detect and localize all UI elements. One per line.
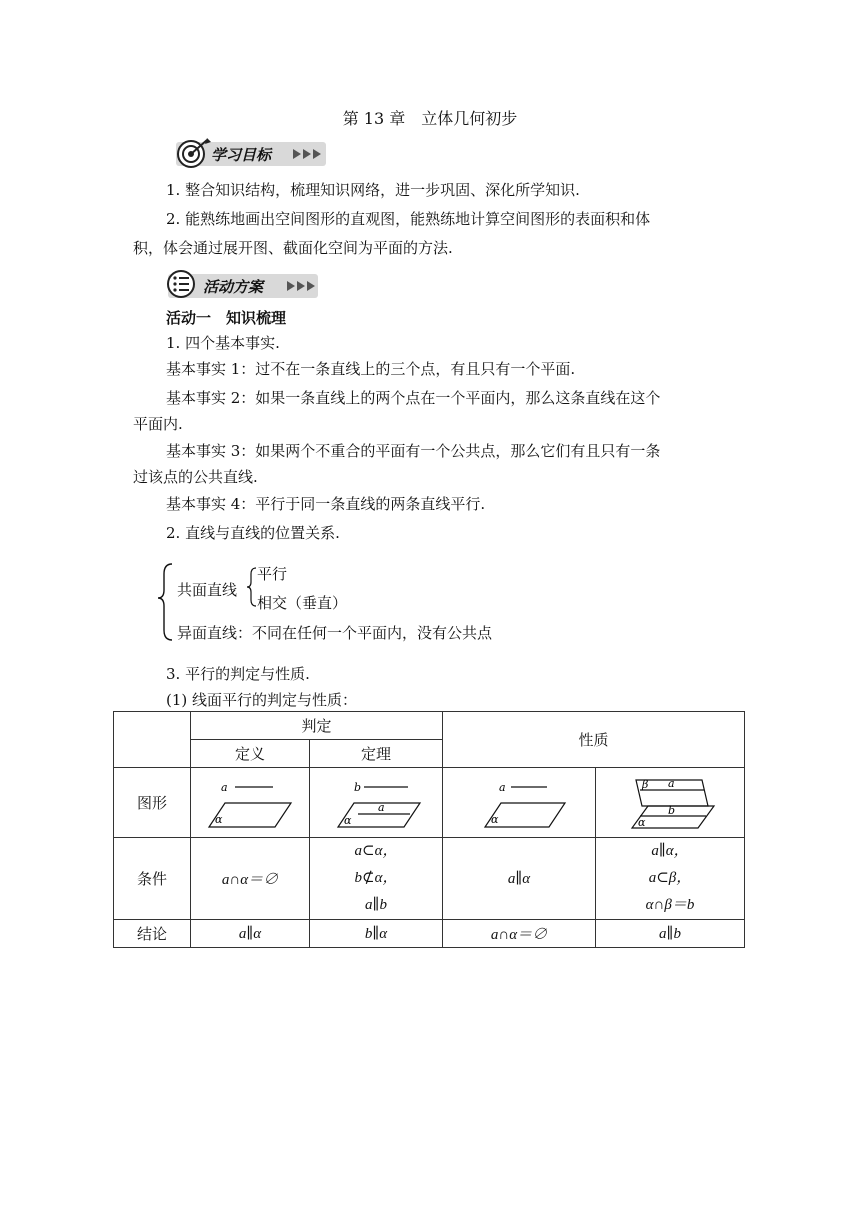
cond-property-2-1: a∥α，	[651, 843, 689, 859]
cond-property-2-3: α∩β＝b	[645, 897, 695, 913]
line-plane-figure	[459, 773, 579, 833]
header-definition: 定义	[191, 740, 310, 768]
fact-1: 基本事实 1：过不在一条直线上的三个点，有且只有一个平面.	[166, 360, 576, 378]
chapter-title: 第 13 章 立体几何初步	[342, 109, 518, 128]
fig-label-alpha: α	[491, 812, 499, 826]
fig-label-alpha: α	[215, 812, 223, 826]
goal-2: 2. 能熟练地画出空间图形的直观图，能熟练地计算空间图形的表面积和体	[166, 210, 651, 228]
fact-2: 基本事实 2：如果一条直线上的两个点在一个平面内，那么这条直线在这个	[166, 389, 661, 407]
skew-lines: 异面直线：不同在任何一个平面内，没有公共点	[177, 624, 493, 642]
corner-cell	[114, 712, 191, 768]
fig-label-alpha: α	[344, 813, 352, 827]
concl-property-1: a∩α＝∅	[443, 920, 596, 948]
cond-theorem	[310, 838, 443, 920]
concl-theorem: b∥α	[310, 920, 443, 948]
fig-theorem	[310, 768, 443, 838]
two-planes-figure	[610, 772, 730, 834]
line-plane-figure	[195, 773, 305, 833]
activity-plan-label: 活动方案	[203, 278, 264, 296]
intersect-label: 相交（垂直）	[257, 594, 348, 612]
cond-theorem-3: a∥b	[365, 897, 387, 913]
concl-definition: a∥α	[191, 920, 310, 948]
fig-label-beta: β	[642, 777, 649, 791]
row-label-conclusion: 结论	[114, 920, 191, 948]
fig-label-b: b	[668, 803, 676, 817]
fact-4: 基本事实 4：平行于同一条直线的两条直线平行.	[166, 495, 486, 513]
coplanar-lines: 共面直线	[177, 581, 238, 599]
fig-property-1	[443, 768, 596, 838]
cond-property-1: a∥α	[443, 838, 596, 920]
activity-plan-badge	[163, 268, 323, 302]
line-relations: 2. 直线与直线的位置关系.	[166, 524, 340, 542]
fig-label-a: a	[221, 780, 228, 794]
fact-2-cont: 平面内.	[133, 415, 183, 433]
cond-theorem-2: b⊄α，	[354, 870, 398, 886]
parallel-label: 平行	[257, 565, 288, 583]
row-label-condition: 条件	[114, 838, 191, 920]
header-property: 性质	[443, 712, 745, 768]
fig-label-a: a	[378, 800, 385, 814]
header-theorem: 定理	[310, 740, 443, 768]
line-four-facts: 1. 四个基本事实.	[166, 334, 280, 352]
concl-property-2: a∥b	[596, 920, 745, 948]
line-parallel-judge: 3. 平行的判定与性质.	[166, 665, 310, 683]
fig-label-alpha: α	[638, 815, 646, 829]
cond-definition: a∩α＝∅	[191, 838, 310, 920]
line-plane-parallel: (1) 线面平行的判定与性质：	[166, 691, 358, 709]
goal-2-cont: 积，体会通过展开图、截面化空间为平面的方法.	[133, 239, 453, 257]
line-plane-inner-line-figure	[316, 773, 436, 833]
header-judge: 判定	[191, 712, 443, 740]
activity-heading: 活动一 知识梳理	[166, 309, 287, 327]
fact-3: 基本事实 3：如果两个不重合的平面有一个公共点，那么它们有且只有一条	[166, 442, 661, 460]
learning-goals-badge	[173, 136, 333, 170]
fig-label-a: a	[499, 780, 506, 794]
goal-1: 1. 整合知识结构，梳理知识网络，进一步巩固、深化所学知识.	[166, 181, 580, 199]
row-label-figure: 图形	[114, 768, 191, 838]
learning-goals-label: 学习目标	[211, 146, 272, 164]
cond-property-2	[596, 838, 745, 920]
fig-definition	[191, 768, 310, 838]
line-plane-parallel-table	[113, 711, 745, 948]
fig-label-a: a	[668, 776, 675, 790]
fig-label-b: b	[354, 780, 362, 794]
fig-property-2	[596, 768, 745, 838]
cond-property-2-2: a⊂β，	[648, 870, 692, 886]
fact-3-cont: 过该点的公共直线.	[133, 468, 258, 486]
cond-theorem-1: a⊂α，	[354, 843, 398, 859]
